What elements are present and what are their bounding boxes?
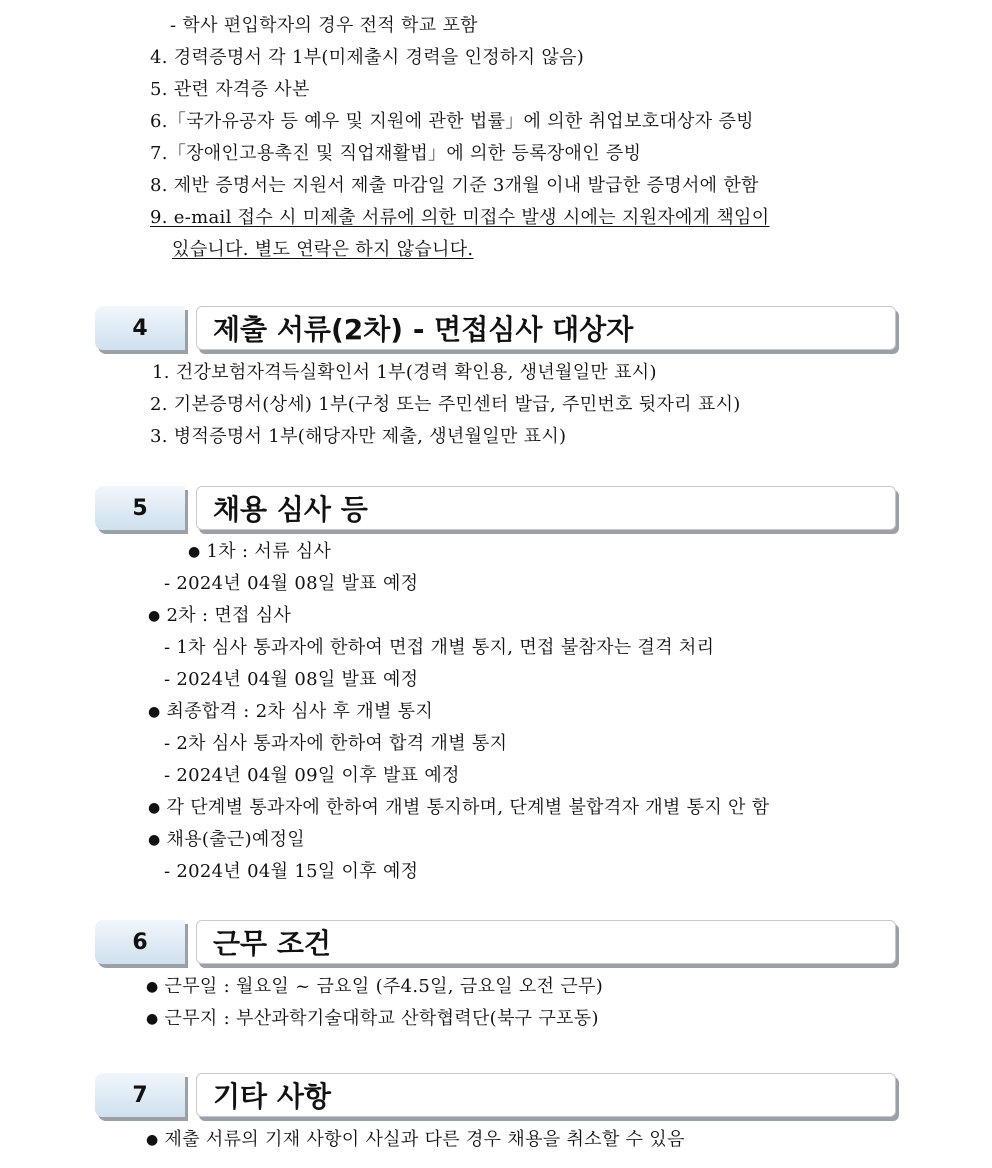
- section-header-4: [95, 306, 905, 356]
- doc-item-7: 7.「장애인고용촉진 및 직업재활법」에 의한 등록장애인 증빙: [150, 143, 642, 164]
- section-title: 제출 서류(2차) - 면접심사 대상자: [196, 306, 896, 350]
- doc-item-9-line1: 9. e-mail 접수 시 미제출 서류에 의한 미접수 발생 시에는 지원자에게 책임이: [150, 207, 770, 228]
- section-title: 채용 심사 등: [196, 486, 896, 530]
- bullet-icon: ●: [148, 704, 161, 720]
- section-number: 6: [95, 920, 185, 964]
- doc-item-9-line2: 있습니다. 별도 연락은 하지 않습니다.: [172, 239, 474, 260]
- section-number: 5: [95, 486, 185, 530]
- list-item: ● 1차 : 서류 심사: [188, 541, 332, 562]
- bullet-icon: ●: [146, 1011, 159, 1027]
- doc-item-8: 8. 제반 증명서는 지원서 제출 마감일 기준 3개월 이내 발급한 증명서에 한함: [150, 175, 759, 196]
- list-item: ● 근무지 : 부산과학기술대학교 산학협력단(북구 구포동): [146, 1008, 599, 1029]
- list-item: ● 제출 서류의 기재 사항이 사실과 다른 경우 채용을 취소할 수 있음: [146, 1129, 685, 1150]
- bullet-icon: ●: [146, 979, 159, 995]
- section-header-5: [95, 486, 905, 536]
- list-item: ● 근무일 : 월요일 ~ 금요일 (주4.5일, 금요일 오전 근무): [146, 976, 604, 997]
- section-number: 4: [95, 306, 185, 350]
- list-item: 3. 병적증명서 1부(해당자만 제출, 생년월일만 표시): [150, 426, 567, 447]
- section-header-7: [95, 1073, 905, 1123]
- list-item: ● 최종합격 : 2차 심사 후 개별 통지: [148, 701, 434, 722]
- list-item: ● 2차 : 면접 심사: [148, 605, 292, 626]
- section-header-6: [95, 920, 905, 970]
- bullet-icon: ●: [146, 1132, 159, 1148]
- list-item: - 2024년 04월 08일 발표 예정: [164, 669, 419, 690]
- list-item: - 2024년 04월 09일 이후 발표 예정: [164, 765, 460, 786]
- bullet-icon: ●: [148, 832, 161, 848]
- section-number: 7: [95, 1073, 185, 1117]
- section-title: 근무 조건: [196, 920, 896, 964]
- bullet-icon: ●: [148, 800, 161, 816]
- section-title: 기타 사항: [196, 1073, 896, 1117]
- list-item: - 2차 심사 통과자에 한하여 합격 개별 통지: [164, 733, 508, 754]
- list-item: 2. 기본증명서(상세) 1부(구청 또는 주민센터 발급, 주민번호 뒷자리 표시): [150, 394, 741, 415]
- doc-item-6: 6.「국가유공자 등 예우 및 지원에 관한 법률」에 의한 취업보호대상자 증빙: [150, 111, 754, 132]
- transfer-note: - 학사 편입학자의 경우 전적 학교 포함: [170, 15, 478, 36]
- list-item: 1. 건강보험자격득실확인서 1부(경력 확인용, 생년월일만 표시): [152, 362, 657, 383]
- doc-item-5: 5. 관련 자격증 사본: [150, 79, 310, 100]
- list-item: - 2024년 04월 15일 이후 예정: [164, 861, 419, 882]
- list-item: ● 채용(출근)예정일: [148, 829, 305, 850]
- list-item: ● 각 단계별 통과자에 한하여 개별 통지하며, 단계별 불합격자 개별 통지 안 함: [148, 797, 770, 818]
- bullet-icon: ●: [188, 544, 201, 560]
- list-item: - 2024년 04월 08일 발표 예정: [164, 573, 419, 594]
- list-item: - 1차 심사 통과자에 한하여 면접 개별 통지, 면접 불참자는 결격 처리: [164, 637, 715, 658]
- doc-item-4: 4. 경력증명서 각 1부(미제출시 경력을 인정하지 않음): [150, 47, 585, 68]
- bullet-icon: ●: [148, 608, 161, 624]
